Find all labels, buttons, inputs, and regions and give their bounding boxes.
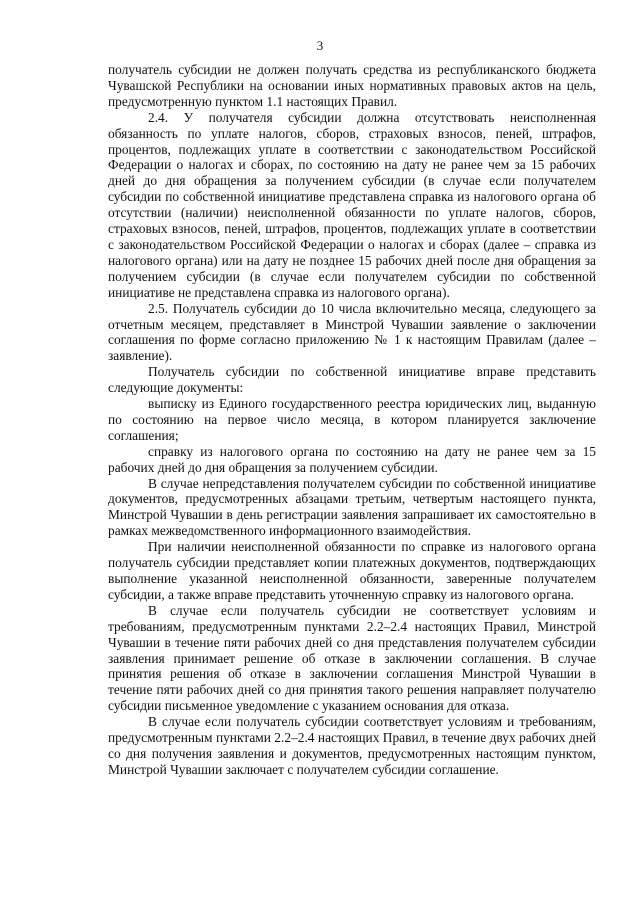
paragraph-interagency-request: В случае непредставления получателем субсидии по собственной инициативе документов, предусмотренных абзацами третьим, четвертым настоящего пункта, Минстрой Чувашии в день регистрации заявления запрашивает их самостоятельно в рамках межведомственного информационного взаимодействия. (108, 475, 596, 539)
paragraph-agreement: В случае если получатель субсидии соответствует условиям и требованиям, предусмотренным пунктами 2.2–2.4 настоящих Правил, в течение двух рабочих дней со дня получения заявления и документов, предусмотренных настоящим пунктом, Минстрой Чувашии заключает с получателем субсидии соглашение. (108, 714, 596, 777)
paragraph-optional-documents: Получатель субсидии по собственной инициативе вправе представить следующие документы: (108, 364, 596, 396)
paragraph-tax-certificate: справку из налогового органа по состоянию на дату не ранее чем за 15 рабочих дней до дня обращения за получением субсидии. (108, 443, 596, 475)
paragraph-1: получатель субсидии не должен получать средства из республиканского бюджета Чувашской Республики на основании иных нормативных правовых актов на цель, предусмотренную пунктом 1.1 настоящих Правил. (108, 62, 596, 109)
page-number: 3 (316, 38, 324, 53)
paragraph-unfulfilled-obligation: При наличии неисполненной обязанности по справке из налогового органа получатель субсидии представляет копии платежных документов, подтверждающих выполнение указанной неисполненной обязанности, заверенные получателем субсидии, а также вправе представить уточненную справку из налогового органа. (108, 539, 596, 602)
paragraph-2-5: 2.5. Получатель субсидии до 10 числа включительно месяца, следующего за отчетным месяцем, представляет в Минстрой Чувашии заявление о заключении соглашения по форме согласно приложению № 1 к настоящим Правилам (далее – заявление). (108, 300, 596, 364)
paragraph-egrul-extract: выписку из Единого государственного реестра юридических лиц, выданную по состоянию на первое число месяца, в котором планируется заключение соглашения; (108, 396, 596, 443)
document-body (108, 62, 596, 778)
paragraph-refusal: В случае если получатель субсидии не соответствует условиям и требованиям, предусмотренным пунктами 2.2–2.4 настоящих Правил, Минстрой Чувашии в течение пяти рабочих дней со дня представления получателем субсидии заявления принимает решение об отказе в заключении соглашения. В случае принятия решения об отказе в заключении соглашения Минстрой Чувашии в течение пяти рабочих дней со дня принятия такого решения направляет получателю субсидии письменное уведомление с указанием основания для отказа. (108, 602, 596, 714)
paragraph-2-4: 2.4. У получателя субсидии должна отсутствовать неисполненная обязанность по уплате налогов, сборов, страховых взносов, пеней, штрафов, процентов, подлежащих уплате в соответствии с законодательством Российской Федерации о налогах и сборах, по состоянию на дату не ранее чем за 15 рабочих дней до дня обращения за получением субсидии (в случае если получателем субсидии по собственной инициативе представлена справка из налогового органа об отсутствии (наличии) неисполненной обязанности по уплате налогов, сборов, страховых взносов, пеней, штрафов, процентов, подлежащих уплате в соответствии с законодательством Российской Федерации о налогах и сборах (далее – справка из налогового органа) или на дату не позднее 15 рабочих дней после дня обращения за получением субсидии (в случае если получателем субсидии по собственной инициативе не представлена справка из налогового органа). (108, 109, 596, 300)
